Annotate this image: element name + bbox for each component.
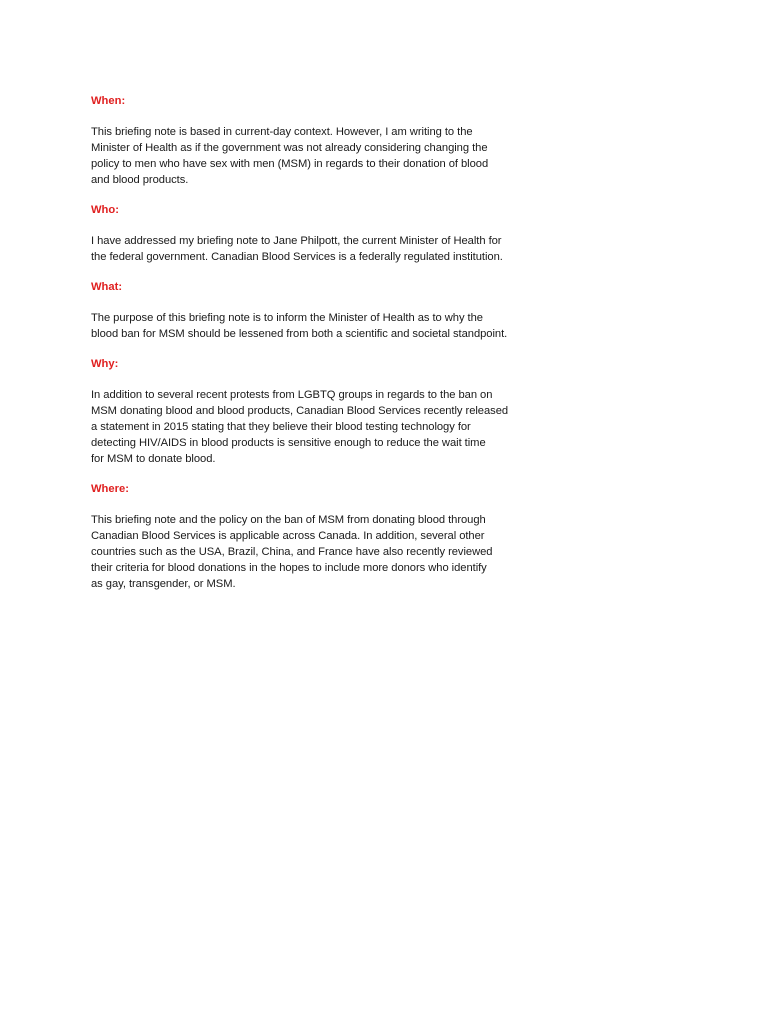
section-what <box>91 279 536 342</box>
section-heading-when: When: <box>91 95 126 107</box>
section-why <box>91 356 536 467</box>
section-where <box>91 481 536 592</box>
section-when <box>91 93 536 188</box>
section-body-where: This briefing note and the policy on the ban of MSM from donating blood through Canadian Blood Services is applicable across Canada. In addition, several other countries such as the USA, Brazil, China, and France have also recently reviewed their criteria for blood donations in the hopes to include more donors who identify as gay, transgender, or MSM. <box>91 514 493 590</box>
section-heading-who: Who: <box>91 204 119 216</box>
section-who <box>91 202 536 265</box>
section-body-why: In addition to several recent protests from LGBTQ groups in regards to the ban on MSM donating blood and blood products, Canadian Blood Services recently released a statement in 2015 stating that they believe their blood testing technology for detecting HIV/AIDS in blood products is sensitive enough to reduce the wait time for MSM to donate blood. <box>91 389 509 465</box>
section-heading-where: Where: <box>91 483 129 495</box>
section-body-what: The purpose of this briefing note is to inform the Minister of Health as to why the blood ban for MSM should be lessened from both a scientific and societal standpoint. <box>91 312 508 340</box>
section-heading-what: What: <box>91 281 123 293</box>
section-body-who: I have addressed my briefing note to Jane Philpott, the current Minister of Health for the federal government. Canadian Blood Services is a federally regulated institution. <box>91 235 503 263</box>
section-body-when: This briefing note is based in current-day context. However, I am writing to the Minister of Health as if the government was not already considering changing the policy to men who have sex with men (MSM) in regards to their donation of blood and blood products. <box>91 126 489 186</box>
document-content <box>91 93 536 606</box>
section-heading-why: Why: <box>91 358 119 370</box>
